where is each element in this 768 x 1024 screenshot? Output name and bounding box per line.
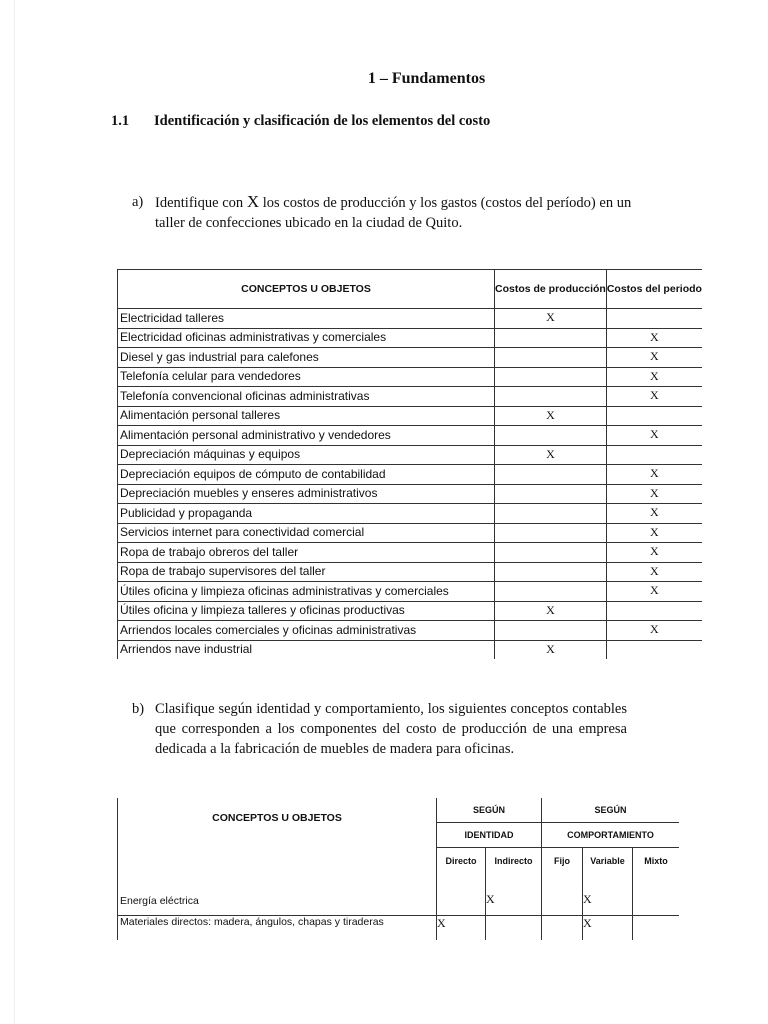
part-b-label: b) <box>132 701 145 717</box>
table1-row-production: X <box>495 640 607 659</box>
table1-row-concept: Arriendos locales comerciales y oficinas administrativas <box>118 621 495 641</box>
table1-row <box>118 640 702 659</box>
table2-row-fixed <box>542 916 583 941</box>
table1-row-production <box>495 465 607 485</box>
table1-row-production <box>495 582 607 602</box>
table1-row <box>118 387 702 407</box>
table2-header-fixed: Fijo <box>542 848 583 874</box>
table1-row <box>118 601 702 621</box>
table1-row-period <box>606 406 702 426</box>
table1-row-period: X <box>606 582 702 602</box>
table1-row-period <box>606 640 702 659</box>
table1-header-row <box>118 270 702 309</box>
table2-header-concept: CONCEPTOS U OBJETOS <box>118 798 437 873</box>
table2-row-direct: X <box>437 916 486 941</box>
cost-behavior-table <box>117 798 679 940</box>
table1-row-production <box>495 523 607 543</box>
table1-row <box>118 328 702 348</box>
table1-row-concept: Ropa de trabajo supervisores del taller <box>118 562 495 582</box>
section-title: Identificación y clasificación de los elementos del costo <box>154 113 491 129</box>
table2-row-mixed <box>633 873 680 916</box>
table1-header-production: Costos de producción <box>495 270 607 309</box>
table1-row-period: X <box>606 504 702 524</box>
table1-row <box>118 543 702 563</box>
table2-header-segun-behavior: SEGÚN <box>594 805 627 815</box>
table1-header-period: Costos del periodo <box>606 270 702 309</box>
part-b-text: Clasifique según identidad y comportamiento, los siguientes conceptos contables que corresponden a los componentes del costo de producción de una empresa dedicada a la fabricación de muebles de madera para oficinas. <box>155 701 627 757</box>
table1-row-concept: Útiles oficina y limpieza talleres y oficinas productivas <box>118 601 495 621</box>
table1-row-concept: Electricidad talleres <box>118 309 495 329</box>
table1-row-period <box>606 445 702 465</box>
table1-row-concept: Arriendos nave industrial <box>118 640 495 659</box>
table1-row <box>118 504 702 524</box>
table1-row-concept: Publicidad y propaganda <box>118 504 495 524</box>
table2-header-direct: Directo <box>437 848 486 874</box>
page-edge-line <box>14 0 15 1024</box>
table1-row-concept: Alimentación personal talleres <box>118 406 495 426</box>
table1-row-concept: Alimentación personal administrativo y vendedores <box>118 426 495 446</box>
table1-row-period <box>606 601 702 621</box>
table1-row-production <box>495 348 607 368</box>
table1-row-production <box>495 621 607 641</box>
table1-row <box>118 309 702 329</box>
part-a-instruction <box>132 192 635 233</box>
table1-row-concept: Depreciación máquinas y equipos <box>118 445 495 465</box>
table2-row-mixed <box>633 916 680 941</box>
table1-row <box>118 523 702 543</box>
table1-row-period: X <box>606 426 702 446</box>
table2-row-variable: X <box>583 873 633 916</box>
section-number: 1.1 <box>111 113 130 129</box>
table1-row-concept: Diesel y gas industrial para calefones <box>118 348 495 368</box>
table1-row-concept: Telefonía celular para vendedores <box>118 367 495 387</box>
table1-row-period <box>606 309 702 329</box>
part-a-text-after: los costos de producción y los gastos (costos del período) en un taller de confecciones ubicado en la ciudad de Quito. <box>155 195 632 231</box>
table2-header-variable: Variable <box>583 848 633 874</box>
table1-row-production <box>495 543 607 563</box>
table1-row-period: X <box>606 348 702 368</box>
table1-row-production: X <box>495 406 607 426</box>
table1-row-period: X <box>606 465 702 485</box>
table1-row-concept: Telefonía convencional oficinas administrativas <box>118 387 495 407</box>
table1-row <box>118 582 702 602</box>
table1-row-period: X <box>606 523 702 543</box>
table1-row-production <box>495 426 607 446</box>
table1-header-concept: CONCEPTOS U OBJETOS <box>118 270 495 309</box>
table1-row-concept: Servicios internet para conectividad comercial <box>118 523 495 543</box>
section-heading <box>111 113 490 130</box>
table2-row <box>118 873 680 916</box>
table1-row-concept: Electricidad oficinas administrativas y comerciales <box>118 328 495 348</box>
table1-row <box>118 406 702 426</box>
chapter-title: 1 – Fundamentos <box>367 70 486 87</box>
table2-row-concept: Materiales directos: madera, ángulos, chapas y tiraderas <box>118 916 437 941</box>
part-a-mark: X <box>246 192 260 211</box>
table1-row-production: X <box>495 445 607 465</box>
table1-row-concept: Depreciación muebles y enseres administrativos <box>118 484 495 504</box>
table1-row <box>118 426 702 446</box>
table2-row-indirect <box>486 916 542 941</box>
table2-header-behavior: COMPORTAMIENTO <box>542 823 680 848</box>
table1-row-production: X <box>495 601 607 621</box>
table1-row-production <box>495 504 607 524</box>
part-a-text-before: Identifique con <box>155 195 247 211</box>
table1-row <box>118 445 702 465</box>
part-a-label: a) <box>132 194 144 210</box>
table1-row <box>118 348 702 368</box>
table2-header-row-1 <box>118 798 680 823</box>
table1-row <box>118 367 702 387</box>
table2-row-fixed <box>542 873 583 916</box>
table1-row-production: X <box>495 309 607 329</box>
table2-header-indirect: Indirecto <box>486 848 542 874</box>
table1-row-period: X <box>606 621 702 641</box>
table1-row-concept: Ropa de trabajo obreros del taller <box>118 543 495 563</box>
table1-row-production <box>495 387 607 407</box>
table1-row-production <box>495 367 607 387</box>
table1-row <box>118 484 702 504</box>
table1-body <box>118 309 702 660</box>
table2-header-segun-identity: SEGÚN <box>437 798 542 823</box>
table1-row-concept: Útiles oficina y limpieza oficinas administrativas y comerciales <box>118 582 495 602</box>
table2-header-mixed: Mixto <box>644 855 668 866</box>
table1-row-period: X <box>606 328 702 348</box>
table1-row-period: X <box>606 562 702 582</box>
cost-classification-table <box>117 269 702 659</box>
table1-row-production <box>495 484 607 504</box>
table1-row-period: X <box>606 484 702 504</box>
table2-row-direct <box>437 873 486 916</box>
table2-row-concept: Energía eléctrica <box>118 873 437 916</box>
table2-header-identity: IDENTIDAD <box>437 823 542 848</box>
table1-row-period: X <box>606 387 702 407</box>
table1-row <box>118 562 702 582</box>
table1-row-production <box>495 562 607 582</box>
table2-row <box>118 916 680 941</box>
table1-row-production <box>495 328 607 348</box>
table1-row <box>118 465 702 485</box>
table1-row <box>118 621 702 641</box>
table2-row-indirect: X <box>486 873 542 916</box>
table1-row-period: X <box>606 543 702 563</box>
table1-row-concept: Depreciación equipos de cómputo de contabilidad <box>118 465 495 485</box>
table2-row-variable: X <box>583 916 633 941</box>
part-b-instruction <box>132 699 627 759</box>
table1-row-period: X <box>606 367 702 387</box>
